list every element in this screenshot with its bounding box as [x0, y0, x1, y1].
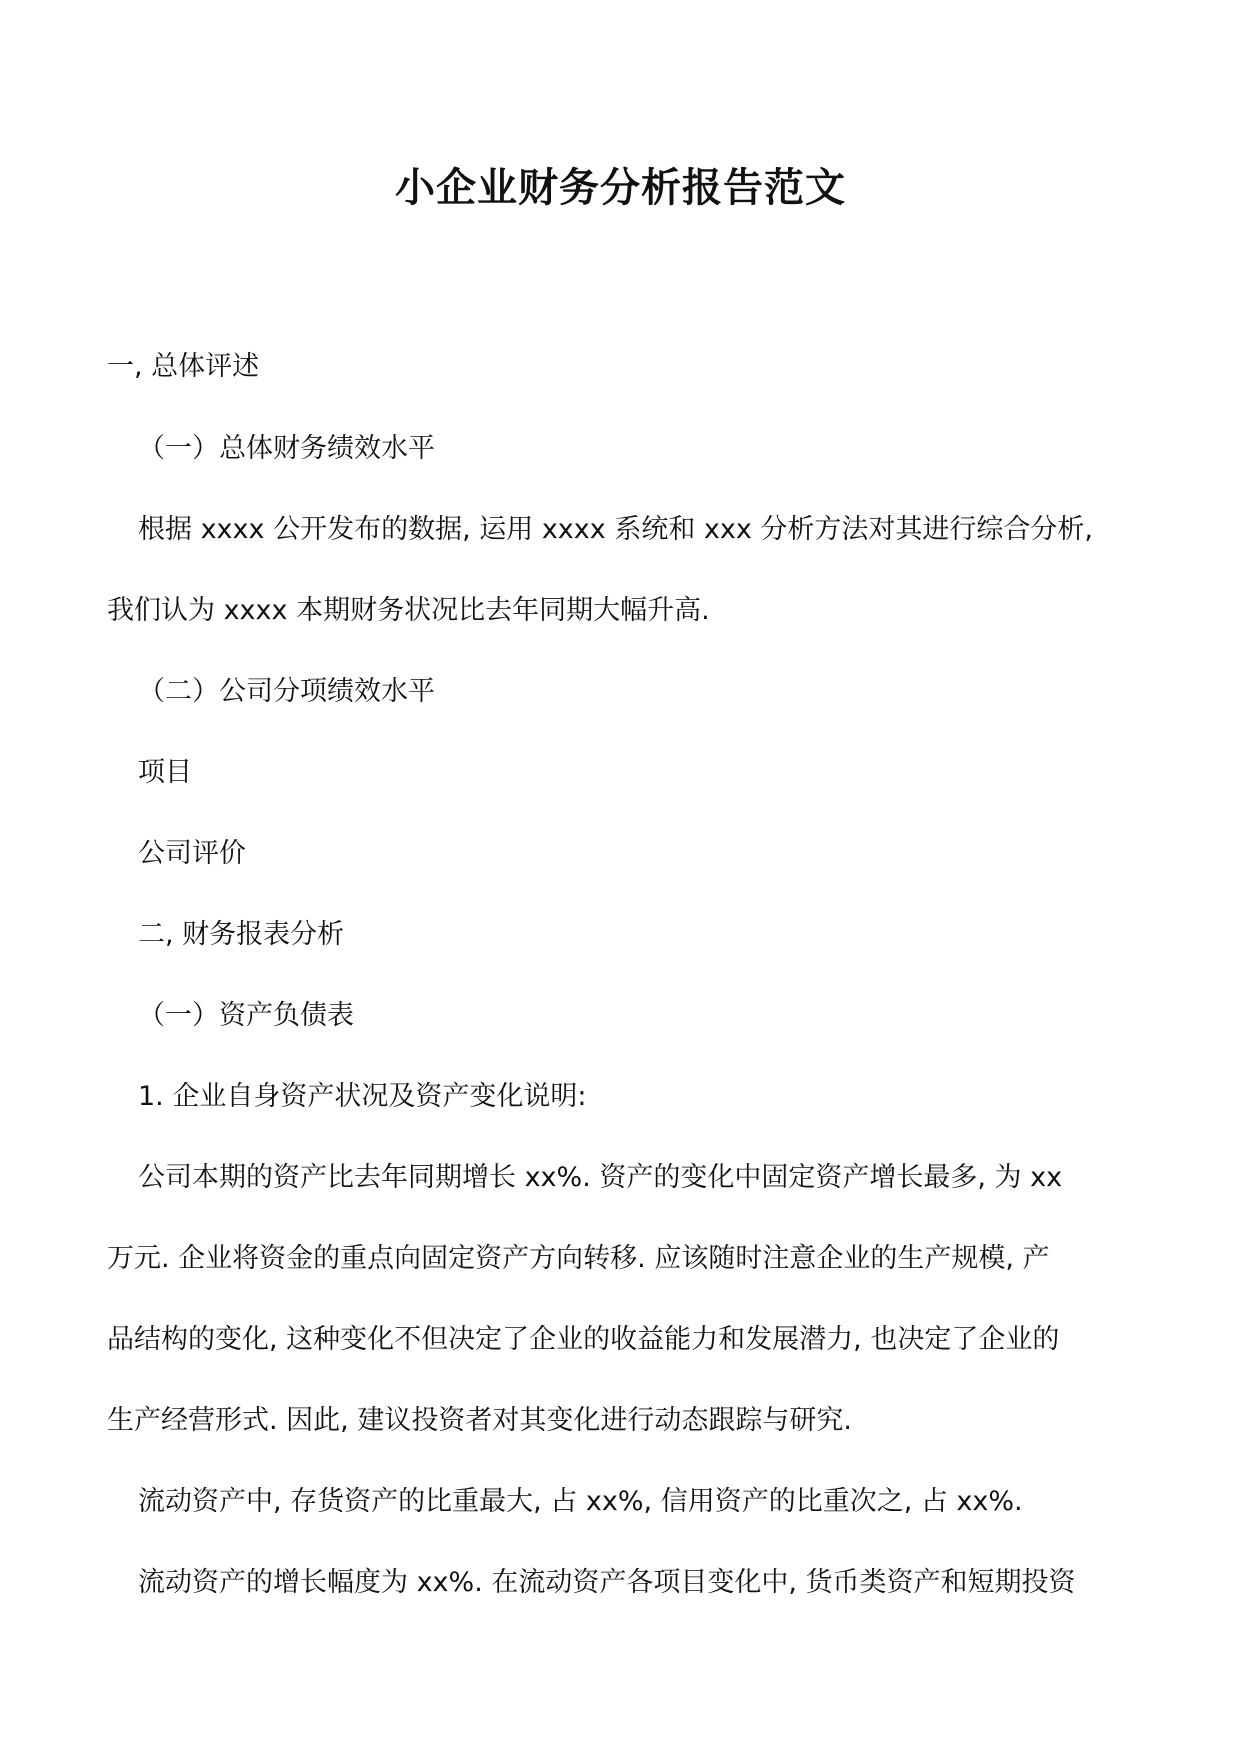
paragraph-line: 流动资产中, 存货资产的比重最大, 占 xx%, 信用资产的比重次之, 占 xx%. [138, 1486, 1023, 1517]
paragraph-line: 公司本期的资产比去年同期增长 xx%. 资产的变化中固定资产增长最多, 为 xx [138, 1162, 1063, 1193]
paragraph-line: 品结构的变化, 这种变化不但决定了企业的收益能力和发展潜力, 也决定了企业的 [107, 1324, 1060, 1355]
section-heading-statement-analysis: 二, 财务报表分析 [138, 919, 345, 950]
paragraph-line: 根据 xxxx 公开发布的数据, 运用 xxxx 系统和 xxx 分析方法对其进行综合分析, [138, 514, 1094, 545]
subsection-heading-balance-sheet: （一）资产负债表 [138, 1000, 354, 1031]
table-label-company-evaluation: 公司评价 [138, 838, 246, 869]
document-title: 小企业财务分析报告范文 [395, 164, 846, 211]
table-label-item: 项目 [138, 757, 192, 788]
paragraph-line: 生产经营形式. 因此, 建议投资者对其变化进行动态跟踪与研究. [107, 1405, 852, 1436]
paragraph-line: 万元. 企业将资金的重点向固定资产方向转移. 应该随时注意企业的生产规模, 产 [107, 1243, 1050, 1274]
subsection-heading-item-performance: （二）公司分项绩效水平 [138, 676, 435, 707]
section-heading-overview: 一, 总体评述 [107, 351, 260, 382]
subsection-heading-overall-performance: （一）总体财务绩效水平 [138, 433, 435, 464]
paragraph-line: 流动资产的增长幅度为 xx%. 在流动资产各项目变化中, 货币类资产和短期投资 [138, 1567, 1076, 1598]
paragraph-line: 我们认为 xxxx 本期财务状况比去年同期大幅升高. [107, 595, 710, 626]
list-item-heading: 1. 企业自身资产状况及资产变化说明: [138, 1081, 587, 1112]
